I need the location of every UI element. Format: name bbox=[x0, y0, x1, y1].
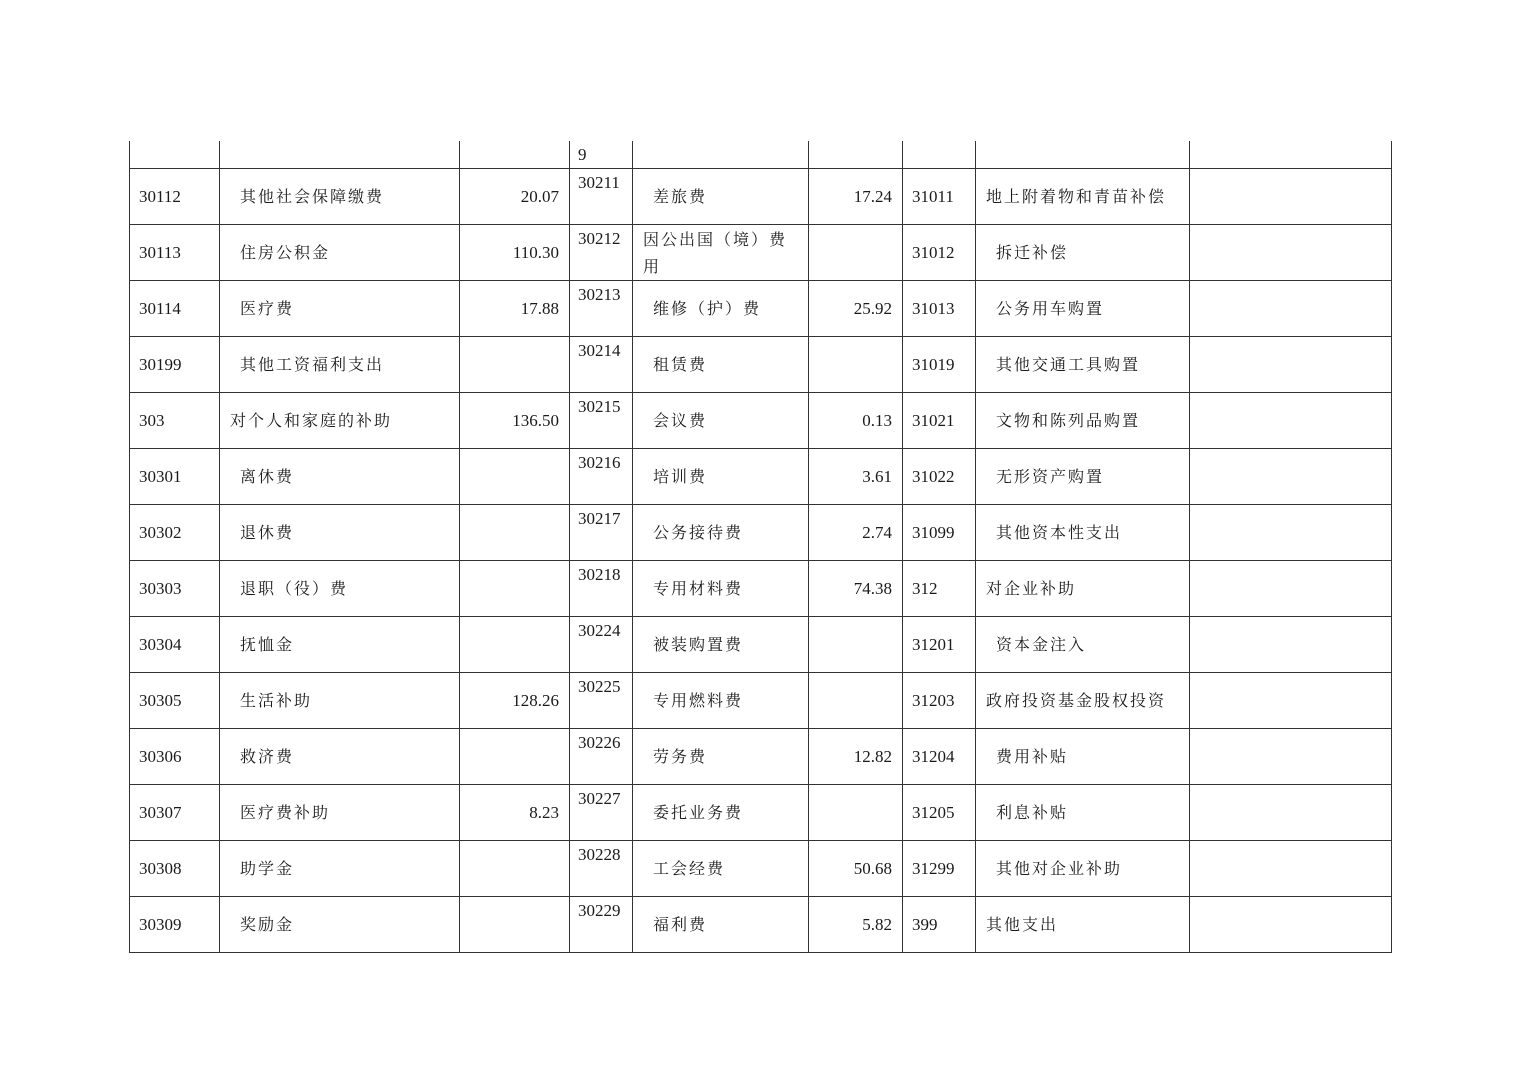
name-cell bbox=[633, 141, 809, 169]
amount-cell bbox=[460, 561, 570, 617]
name-cell: 资本金注入 bbox=[976, 617, 1190, 673]
code-cell: 31204 bbox=[903, 729, 976, 785]
name-cell bbox=[976, 141, 1190, 169]
name-cell: 其他资本性支出 bbox=[976, 505, 1190, 561]
amount-cell bbox=[1190, 505, 1392, 561]
table-row bbox=[130, 281, 1392, 337]
amount-cell bbox=[1190, 617, 1392, 673]
amount-cell bbox=[460, 337, 570, 393]
name-cell: 差旅费 bbox=[633, 169, 809, 225]
name-cell: 维修（护）费 bbox=[633, 281, 809, 337]
code-cell: 30224 bbox=[570, 617, 633, 673]
code-cell: 312 bbox=[903, 561, 976, 617]
amount-cell bbox=[809, 141, 903, 169]
table-row bbox=[130, 673, 1392, 729]
name-cell: 利息补贴 bbox=[976, 785, 1190, 841]
code-cell: 31013 bbox=[903, 281, 976, 337]
amount-cell bbox=[809, 225, 903, 281]
amount-cell bbox=[460, 841, 570, 897]
name-cell: 住房公积金 bbox=[220, 225, 460, 281]
name-cell: 奖励金 bbox=[220, 897, 460, 953]
name-cell: 生活补助 bbox=[220, 673, 460, 729]
amount-cell: 74.38 bbox=[809, 561, 903, 617]
amount-cell bbox=[1190, 337, 1392, 393]
amount-cell: 12.82 bbox=[809, 729, 903, 785]
code-cell bbox=[903, 141, 976, 169]
code-cell: 30212 bbox=[570, 225, 633, 281]
table-row bbox=[130, 393, 1392, 449]
code-cell: 30113 bbox=[130, 225, 220, 281]
name-cell: 拆迁补偿 bbox=[976, 225, 1190, 281]
amount-cell: 128.26 bbox=[460, 673, 570, 729]
name-cell: 培训费 bbox=[633, 449, 809, 505]
amount-cell bbox=[460, 449, 570, 505]
table-row bbox=[130, 505, 1392, 561]
amount-cell bbox=[809, 617, 903, 673]
code-cell: 30216 bbox=[570, 449, 633, 505]
amount-cell: 136.50 bbox=[460, 393, 570, 449]
name-cell: 福利费 bbox=[633, 897, 809, 953]
table-row bbox=[130, 897, 1392, 953]
name-cell: 其他交通工具购置 bbox=[976, 337, 1190, 393]
code-cell: 303 bbox=[130, 393, 220, 449]
code-cell: 30227 bbox=[570, 785, 633, 841]
name-cell: 离休费 bbox=[220, 449, 460, 505]
code-cell: 30215 bbox=[570, 393, 633, 449]
name-cell: 抚恤金 bbox=[220, 617, 460, 673]
name-cell: 专用燃料费 bbox=[633, 673, 809, 729]
name-cell: 退职（役）费 bbox=[220, 561, 460, 617]
amount-cell bbox=[1190, 729, 1392, 785]
expenditure-table-sheet bbox=[129, 141, 1391, 953]
code-cell: 30307 bbox=[130, 785, 220, 841]
table-row bbox=[130, 561, 1392, 617]
table-row bbox=[130, 449, 1392, 505]
table-row bbox=[130, 169, 1392, 225]
code-cell bbox=[130, 141, 220, 169]
code-cell: 30228 bbox=[570, 841, 633, 897]
code-cell: 31201 bbox=[903, 617, 976, 673]
amount-cell bbox=[1190, 897, 1392, 953]
code-cell: 30213 bbox=[570, 281, 633, 337]
code-cell: 30306 bbox=[130, 729, 220, 785]
name-cell: 费用补贴 bbox=[976, 729, 1190, 785]
code-cell: 30309 bbox=[130, 897, 220, 953]
name-cell: 公务用车购置 bbox=[976, 281, 1190, 337]
code-cell: 31022 bbox=[903, 449, 976, 505]
name-cell: 对个人和家庭的补助 bbox=[220, 393, 460, 449]
name-cell: 救济费 bbox=[220, 729, 460, 785]
amount-cell bbox=[809, 673, 903, 729]
table-row bbox=[130, 337, 1392, 393]
code-cell: 31019 bbox=[903, 337, 976, 393]
code-cell: 31299 bbox=[903, 841, 976, 897]
name-cell: 政府投资基金股权投资 bbox=[976, 673, 1190, 729]
amount-cell: 8.23 bbox=[460, 785, 570, 841]
code-cell: 30305 bbox=[130, 673, 220, 729]
code-cell: 31021 bbox=[903, 393, 976, 449]
name-cell: 退休费 bbox=[220, 505, 460, 561]
amount-cell bbox=[1190, 561, 1392, 617]
code-cell: 30114 bbox=[130, 281, 220, 337]
code-cell: 30211 bbox=[570, 169, 633, 225]
amount-cell bbox=[1190, 841, 1392, 897]
name-cell: 被装购置费 bbox=[633, 617, 809, 673]
amount-cell bbox=[1190, 281, 1392, 337]
amount-cell: 17.24 bbox=[809, 169, 903, 225]
amount-cell bbox=[460, 897, 570, 953]
amount-cell: 25.92 bbox=[809, 281, 903, 337]
amount-cell bbox=[1190, 141, 1392, 169]
table-row bbox=[130, 729, 1392, 785]
table-row-continued bbox=[130, 141, 1392, 169]
amount-cell: 17.88 bbox=[460, 281, 570, 337]
expenditure-table bbox=[129, 141, 1392, 953]
name-cell: 劳务费 bbox=[633, 729, 809, 785]
amount-cell bbox=[1190, 225, 1392, 281]
name-cell: 助学金 bbox=[220, 841, 460, 897]
name-cell: 会议费 bbox=[633, 393, 809, 449]
code-cell: 30199 bbox=[130, 337, 220, 393]
name-cell: 其他支出 bbox=[976, 897, 1190, 953]
amount-cell: 0.13 bbox=[809, 393, 903, 449]
code-cell: 30225 bbox=[570, 673, 633, 729]
code-cell: 31012 bbox=[903, 225, 976, 281]
amount-cell bbox=[1190, 673, 1392, 729]
name-cell: 其他对企业补助 bbox=[976, 841, 1190, 897]
amount-cell bbox=[1190, 393, 1392, 449]
code-cell: 30226 bbox=[570, 729, 633, 785]
amount-cell bbox=[809, 785, 903, 841]
name-cell: 其他工资福利支出 bbox=[220, 337, 460, 393]
name-cell: 医疗费补助 bbox=[220, 785, 460, 841]
code-cell: 30303 bbox=[130, 561, 220, 617]
table-row bbox=[130, 841, 1392, 897]
code-cell: 30229 bbox=[570, 897, 633, 953]
code-cell: 30218 bbox=[570, 561, 633, 617]
name-cell: 委托业务费 bbox=[633, 785, 809, 841]
code-cell: 30304 bbox=[130, 617, 220, 673]
name-cell: 医疗费 bbox=[220, 281, 460, 337]
amount-cell: 3.61 bbox=[809, 449, 903, 505]
amount-cell bbox=[809, 337, 903, 393]
name-cell: 公务接待费 bbox=[633, 505, 809, 561]
amount-cell bbox=[460, 505, 570, 561]
code-cell: 31011 bbox=[903, 169, 976, 225]
name-cell: 文物和陈列品购置 bbox=[976, 393, 1190, 449]
code-cell: 31099 bbox=[903, 505, 976, 561]
table-row bbox=[130, 617, 1392, 673]
table-row bbox=[130, 785, 1392, 841]
amount-cell: 110.30 bbox=[460, 225, 570, 281]
name-cell: 其他社会保障缴费 bbox=[220, 169, 460, 225]
amount-cell bbox=[460, 617, 570, 673]
name-cell: 对企业补助 bbox=[976, 561, 1190, 617]
amount-cell: 50.68 bbox=[809, 841, 903, 897]
name-cell bbox=[220, 141, 460, 169]
amount-cell bbox=[1190, 169, 1392, 225]
name-cell: 因公出国（境）费用 bbox=[633, 225, 809, 281]
code-cell: 30214 bbox=[570, 337, 633, 393]
name-cell: 工会经费 bbox=[633, 841, 809, 897]
amount-cell bbox=[460, 141, 570, 169]
code-cell: 31203 bbox=[903, 673, 976, 729]
table-row bbox=[130, 225, 1392, 281]
name-cell: 地上附着物和青苗补偿 bbox=[976, 169, 1190, 225]
code-cell: 30112 bbox=[130, 169, 220, 225]
amount-cell: 2.74 bbox=[809, 505, 903, 561]
name-cell: 租赁费 bbox=[633, 337, 809, 393]
name-cell: 无形资产购置 bbox=[976, 449, 1190, 505]
code-cell: 30301 bbox=[130, 449, 220, 505]
code-cell-fragment: 9 bbox=[570, 141, 633, 169]
name-cell: 专用材料费 bbox=[633, 561, 809, 617]
amount-cell: 5.82 bbox=[809, 897, 903, 953]
code-cell: 31205 bbox=[903, 785, 976, 841]
code-cell: 30217 bbox=[570, 505, 633, 561]
code-cell: 399 bbox=[903, 897, 976, 953]
amount-cell bbox=[1190, 785, 1392, 841]
amount-cell bbox=[1190, 449, 1392, 505]
code-cell: 30308 bbox=[130, 841, 220, 897]
amount-cell bbox=[460, 729, 570, 785]
code-cell: 30302 bbox=[130, 505, 220, 561]
amount-cell: 20.07 bbox=[460, 169, 570, 225]
